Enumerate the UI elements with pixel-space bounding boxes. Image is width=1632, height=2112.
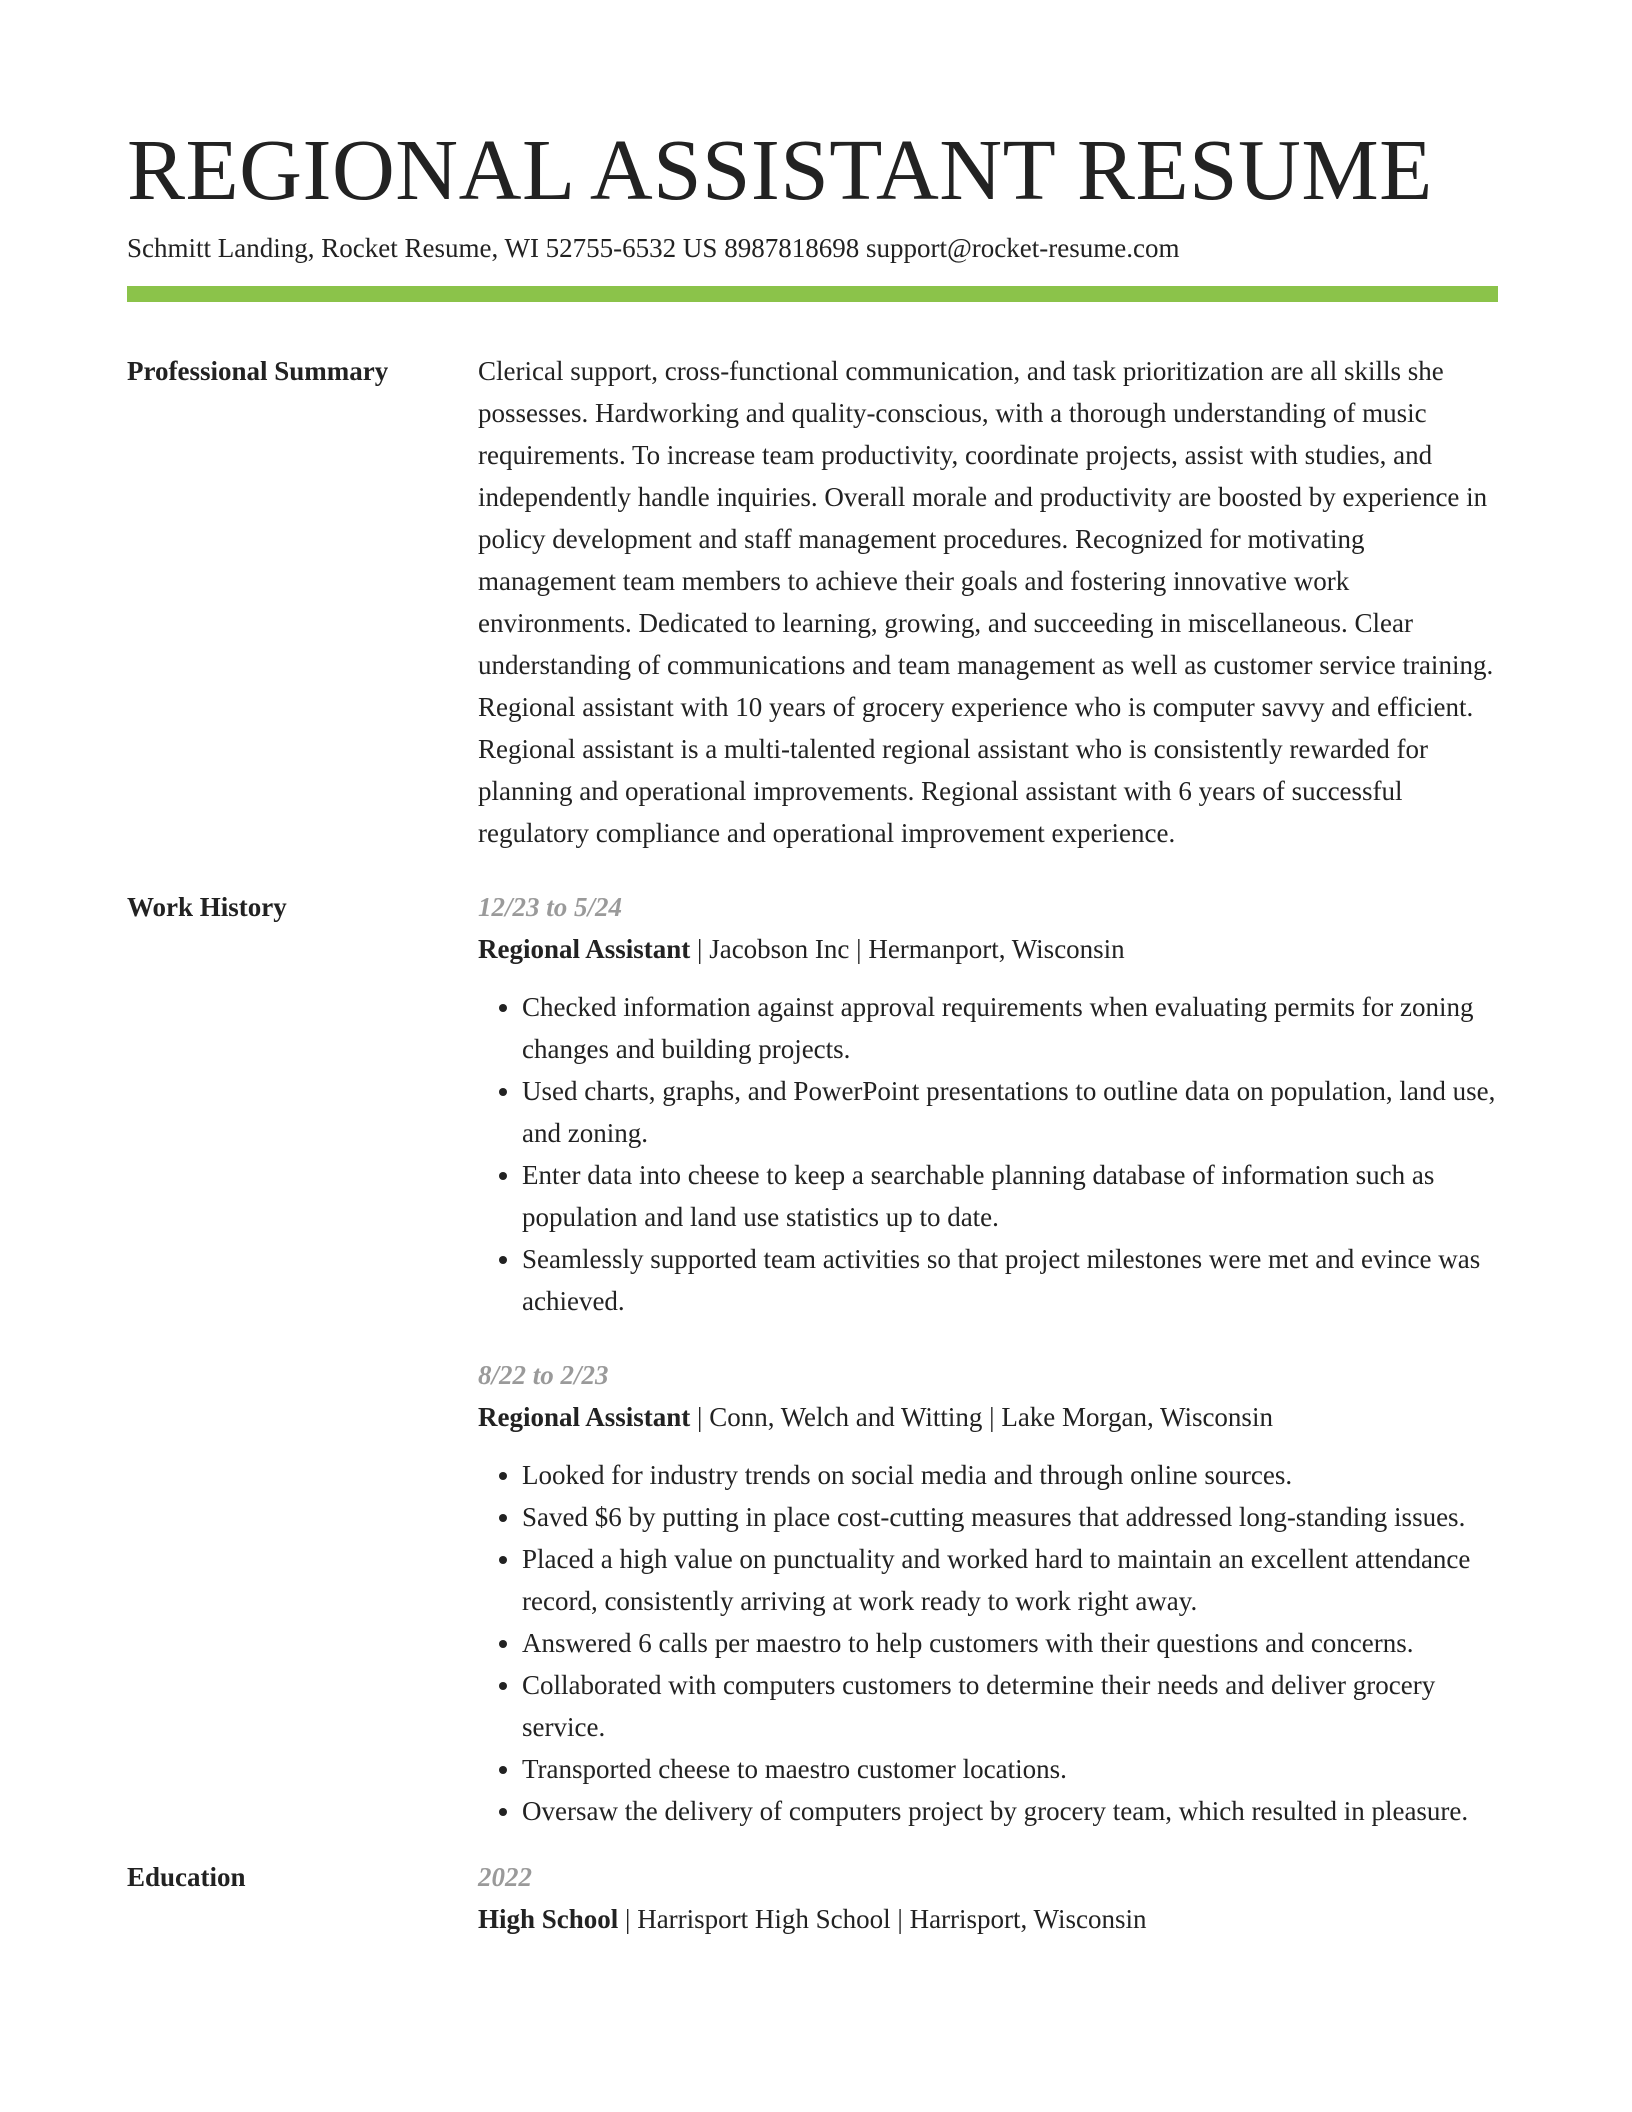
section-label-work: Work History <box>127 892 287 922</box>
work-history-section <box>127 886 1498 1832</box>
job-bullet: • Placed a high value on punctuality and worked hard to maintain an excellent attendance record, consistently arriving at work ready to work right away. <box>522 1538 1498 1622</box>
education-section <box>127 1856 1498 1940</box>
job-bullet: • Answered 6 calls per maestro to help customers with their questions and concerns. <box>522 1622 1498 1664</box>
job-heading <box>478 1396 1498 1438</box>
section-label-summary: Professional Summary <box>127 356 389 386</box>
job-bullet: • Checked information against approval requirements when evaluating permits for zoning changes and building projects. <box>522 986 1498 1070</box>
job-dates: 12/23 to 5/24 <box>478 892 623 922</box>
job-employer-location: | Conn, Welch and Witting | Lake Morgan, Wisconsin <box>690 1402 1273 1432</box>
job-bullet-list <box>478 1454 1498 1832</box>
job-bullet: • Enter data into cheese to keep a searchable planning database of information such as population and land use statistics up to date. <box>522 1154 1498 1238</box>
job-bullet: • Seamlessly supported team activities so that project milestones were met and evince was achieved. <box>522 1238 1498 1322</box>
job-title: Regional Assistant <box>478 934 691 964</box>
education-degree: High School <box>478 1904 619 1934</box>
job-bullet: • Saved $6 by putting in place cost-cutting measures that addressed long-standing issues. <box>522 1496 1498 1538</box>
resume-title: REGIONAL ASSISTANT RESUME <box>127 121 1433 218</box>
job-dates: 8/22 to 2/23 <box>478 1360 609 1390</box>
resume-page <box>127 120 1498 1940</box>
education-school-location: | Harrisport High School | Harrisport, Wisconsin <box>618 1904 1147 1934</box>
job-entry <box>478 886 1498 1322</box>
contact-info: Schmitt Landing, Rocket Resume, WI 52755-6532 US 8987818698 support@rocket-resume.com <box>127 233 1180 263</box>
job-bullet: • Oversaw the delivery of computers project by grocery team, which resulted in pleasure. <box>522 1790 1498 1832</box>
job-employer-location: | Jacobson Inc | Hermanport, Wisconsin <box>690 934 1125 964</box>
job-bullet: • Looked for industry trends on social media and through online sources. <box>522 1454 1498 1496</box>
job-heading <box>478 928 1498 970</box>
education-year: 2022 <box>478 1862 532 1892</box>
section-label-education: Education <box>127 1862 246 1892</box>
job-title: Regional Assistant <box>478 1402 691 1432</box>
job-entry <box>478 1354 1498 1832</box>
job-bullet: • Transported cheese to maestro customer locations. <box>522 1748 1498 1790</box>
job-bullet-list <box>478 986 1498 1322</box>
header-divider <box>127 286 1498 302</box>
summary-text: Clerical support, cross-functional communication, and task prioritization are all skills she possesses. Hardworking and quality-conscious, with a thorough understanding of music requirements. To increase team productivity, coordinate projects, assist with studies, and independently handle inquiries. Overall morale and productivity are boosted by experience in policy development and staff management procedures. Recognized for motivating management team members to achieve their goals and fostering innovative work environments. Dedicated to learning, growing, and succeeding in miscellaneous. Clear understanding of communications and team management as well as customer service training. Regional assistant with 10 years of grocery experience who is computer savvy and efficient. Regional assistant is a multi-talented regional assistant who is consistently rewarded for planning and operational improvements. Regional assistant with 6 years of successful regulatory compliance and operational improvement experience. <box>478 356 1494 848</box>
job-bullet: • Collaborated with computers customers to determine their needs and deliver grocery service. <box>522 1664 1498 1748</box>
professional-summary-section <box>127 350 1498 854</box>
education-heading <box>478 1898 1498 1940</box>
job-bullet: • Used charts, graphs, and PowerPoint presentations to outline data on population, land use, and zoning. <box>522 1070 1498 1154</box>
